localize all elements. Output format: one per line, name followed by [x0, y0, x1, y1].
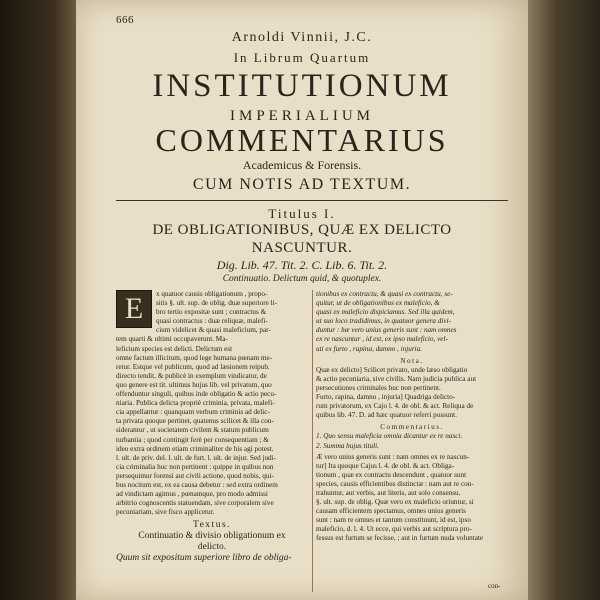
- commentarius-item: 1. Quo sensu maleficia omnia dicantur ex re nasci.: [316, 432, 463, 441]
- titulus-references: Dig. Lib. 47. Tit. 2. C. Lib. 6. Tit. 2.: [216, 258, 388, 272]
- titulus-title-line1: DE OBLIGATIONIBUS, QUÆ EX DELICTO: [152, 222, 452, 238]
- titulus-continuatio: Continuatio. Delictum quid, & quotuplex.: [222, 274, 382, 284]
- text-line: tem quarti & ultimi occupaverunt. Ma-: [116, 335, 228, 344]
- main-title-institutionum: INSTITUTIONUM: [152, 68, 452, 104]
- text-line: siderantur , ut societatem civilem & statum publicum: [116, 426, 269, 435]
- comm-line: species, causis efficientibus distinctæ : nam aut re con-: [316, 479, 474, 488]
- book-page: [76, 0, 528, 600]
- comm-line: Æ vero unius generis sunt : nam omnes ex re nascun-: [316, 452, 470, 461]
- textus-heading: Textus.: [192, 520, 232, 531]
- text-line: retur. Estque vel publicum, quod ad læsionem reipub.: [116, 362, 270, 371]
- nota-line: & actio pecuniaria, sive civilis. Nam judicia publica aut: [316, 374, 477, 383]
- book-binding-edge: [0, 0, 76, 600]
- nota-line: quibus lib. 47. D. ad hæc quatuor referri possunt.: [316, 411, 457, 420]
- text-line: cia criminalia huc non pertinent : quippe in quibus non: [116, 462, 274, 471]
- text-line: duntur : hæ vero unius generis sunt : nam omnes: [316, 326, 457, 335]
- nota-heading: Nota.: [400, 356, 424, 365]
- text-line: uti ex furto , rapina, damno , injuria.: [316, 344, 423, 353]
- comm-line: causam efficientem spectamus, omnes unius generis: [316, 507, 466, 516]
- title-commentarius: COMMENTARIUS: [155, 122, 449, 158]
- text-line: leficium species est delicti. Delictum est: [116, 344, 233, 353]
- comm-line: fessus est furtum se fecisse, ; aut in furtum nuda voluntate: [316, 534, 484, 543]
- text-line: ad vindictam agimus , pœnamque, pro modo admissi: [116, 490, 268, 499]
- commentarius-item: 2. Summa hujus tituli.: [316, 441, 379, 450]
- comm-line: §. ult. sup. de oblig. Quæ vero ex maleficio oriuntur, si: [316, 498, 474, 507]
- text-line: offenduntur singuli, quibus inde obligatio & actio pecu-: [116, 390, 277, 399]
- titulus-heading: Titulus I.: [268, 206, 336, 221]
- text-line: ex re nascuntur , id est, ex ipso maleficio, vel-: [316, 335, 448, 344]
- text-line: quo genere est tit. ultimus hujus lib. vel privatum, quo: [116, 380, 272, 389]
- text-line: persequimur forensi aut civili actione, quod nobis, qui-: [116, 471, 274, 480]
- comm-line: trahuntur, aut verbis, aut literis, aut solo consensu,: [316, 488, 461, 497]
- text-line: quasi ex maleficio dispiciamus. Sed illa quidem,: [316, 308, 455, 317]
- drop-cap: E: [116, 290, 152, 328]
- text-line: ut suo loco tradidimus, in quatuor genera divi-: [316, 317, 451, 326]
- column-divider: [312, 290, 313, 592]
- title-rule: [116, 200, 508, 201]
- text-line: omne factum illicitum, quod lege humana pœnam me-: [116, 353, 273, 362]
- left-column: [116, 290, 308, 564]
- titulus-title-line2: NASCUNTUR.: [251, 240, 353, 256]
- text-line: directo tendit, & publicè in exemplum vindicatur, de: [116, 371, 267, 380]
- text-line: l. ult. de priv. del. l. ult. de furt. l. ult. de injur. Sed judi-: [116, 453, 277, 462]
- title-cum-notis: CUM NOTIS AD TEXTUM.: [192, 176, 412, 193]
- textus-line: delicto.: [197, 542, 227, 553]
- text-line: cia appellantur : quanquam verbum criminis ad delic-: [116, 408, 270, 417]
- text-line: niaria. Publica delicta propriè criminia, privata, malefi-: [116, 399, 275, 408]
- comm-line: tionum , quæ ex contractu descendunt , quatuor sunt: [316, 470, 467, 479]
- textus-line: Continuatio & divisio obligationum ex: [138, 531, 286, 542]
- text-line: quitur, ut de obligationibus ex maleficio, &: [316, 299, 440, 308]
- nota-line: persecutiones criminales huc non pertinent.: [316, 383, 441, 392]
- text-line: quasi contractus : duæ reliquæ, malefi-: [156, 317, 268, 326]
- nota-line: rum privatorum, ex Cajo l. 4. de obl. & act. Reliqua de: [316, 402, 474, 411]
- right-column: [316, 290, 508, 544]
- title-academicus: Academicus & Forensis.: [242, 158, 362, 172]
- text-line: sitis §. ult. sup. de oblig. duæ superiore li-: [156, 299, 277, 308]
- page-number: 666: [116, 14, 134, 26]
- text-line: pecuniariam, sive fisco applicetur.: [116, 508, 215, 517]
- comm-line: maleficio, d. l. 4. Ut ecce, qui verbis aut scriptura pro-: [316, 525, 472, 534]
- author-heading: Arnoldi Vinnii, J.C.: [231, 30, 373, 45]
- book-subheading: In Librum Quartum: [233, 50, 371, 65]
- book-fore-edge: [528, 0, 600, 600]
- comm-line: sunt : nam re omnes et tantum constituunt, id est, ipso: [316, 516, 471, 525]
- text-line: ideo extra ordinem etiam criminaliter de his agi potest.: [116, 444, 274, 453]
- nota-line: Furto, rapina, damno , injuria] Quadriga delicto-: [316, 393, 456, 402]
- title-imperialium: IMPERIALIUM: [230, 108, 374, 124]
- comm-line: tur] Ita quoque Cajus l. 4. de obl. & act. Obliga-: [316, 461, 455, 470]
- catchword: con-: [488, 582, 501, 590]
- text-line: arbitrio cognoscentis statuendam, sive corporalem sive: [116, 499, 274, 508]
- text-line: cium videlicet & quasi maleficium, par-: [156, 326, 271, 335]
- text-line: ta privata quoque pertinet, quatenus scilicet & illa con-: [116, 417, 274, 426]
- text-line: bus nocitum est, ex ea causa debetur : sed extra ordinem: [116, 480, 278, 489]
- text-line: x quatuor causis obligationum , propo-: [156, 290, 268, 298]
- commentarius-heading: Commentarius.: [380, 423, 444, 432]
- text-line: bro tertio expositæ sunt ; contractus &: [156, 308, 267, 317]
- nota-line: Quæ ex delicto] Scilicet privato, unde læso obligatio: [316, 365, 468, 374]
- text-line: tionibus ex contractu, & quasi ex contractu, se-: [316, 290, 453, 298]
- textus-line: Quum sit expositum superiore libro de obliga-: [116, 553, 292, 564]
- text-line: turbantia ; quod contingit ferè per consequentiam ; &: [116, 435, 269, 444]
